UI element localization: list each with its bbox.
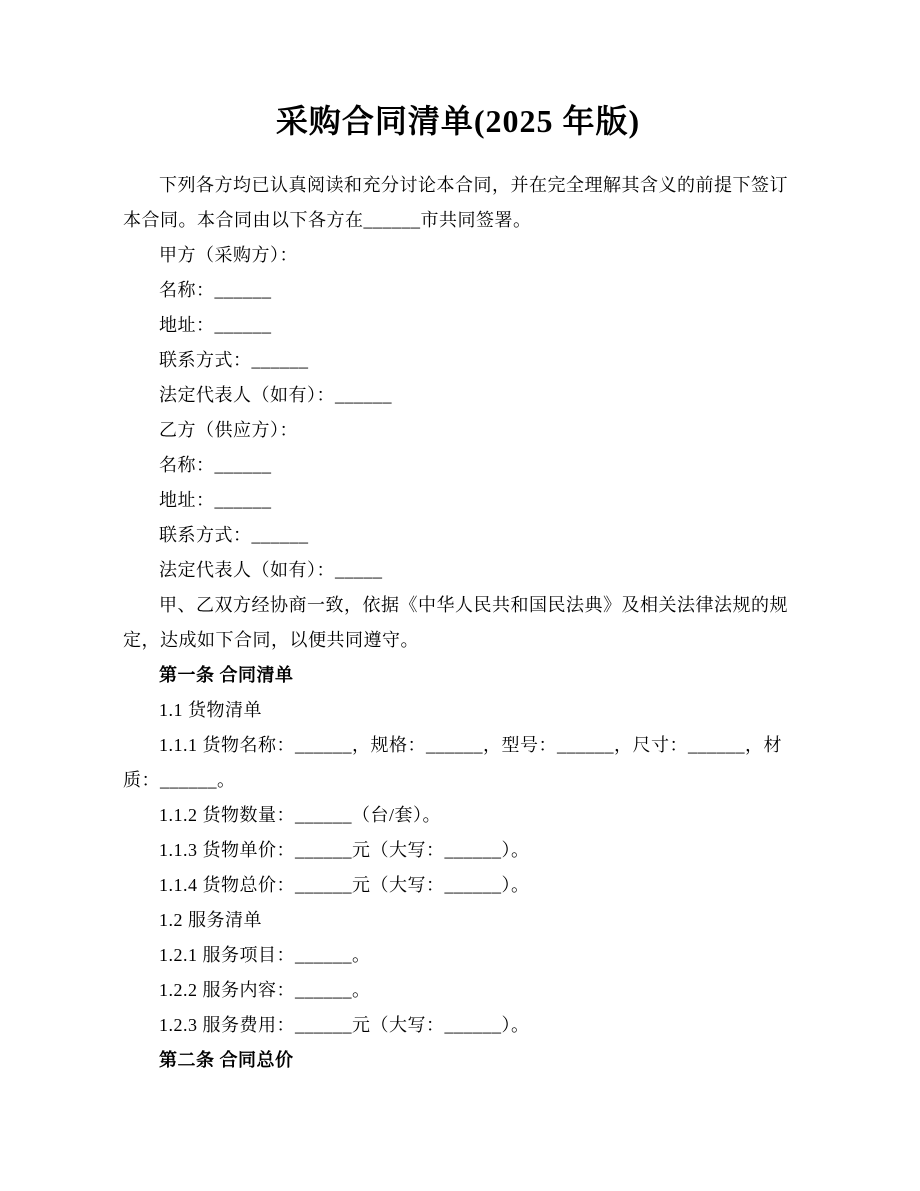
document-title: 采购合同清单(2025 年版) bbox=[275, 103, 641, 139]
document-body bbox=[123, 168, 793, 1078]
paragraph-line: 名称：______ bbox=[159, 280, 272, 300]
paragraph-line: 1.1.1 货物名称：______，规格：______，型号：______，尺寸：______，材质：______。 bbox=[123, 735, 782, 790]
paragraph-line: 联系方式：______ bbox=[159, 350, 309, 370]
paragraph-line: 乙方（供应方）： bbox=[159, 420, 298, 440]
paragraph-line: 1.1.2 货物数量：______（台/套）。 bbox=[159, 805, 441, 825]
paragraph-line: 1.2.3 服务费用：______元（大写：______）。 bbox=[159, 1015, 530, 1035]
paragraph-line: 甲方（采购方）： bbox=[159, 245, 298, 265]
section-heading: 第二条 合同总价 bbox=[159, 1050, 294, 1070]
paragraph-line: 名称：______ bbox=[159, 455, 272, 475]
paragraph-line: 地址：______ bbox=[159, 490, 272, 510]
paragraph-line: 1.1 货物清单 bbox=[159, 700, 262, 720]
paragraph-line: 法定代表人（如有）：_____ bbox=[159, 560, 383, 580]
paragraph-line: 甲、乙双方经协商一致，依据《中华人民共和国民法典》及相关法律法规的规定，达成如下合同，以便共同遵守。 bbox=[123, 595, 788, 650]
paragraph-line: 1.1.4 货物总价：______元（大写：______）。 bbox=[159, 875, 530, 895]
paragraph-line: 联系方式：______ bbox=[159, 525, 309, 545]
paragraph-line: 1.2.1 服务项目：______。 bbox=[159, 945, 371, 965]
section-heading: 第一条 合同清单 bbox=[159, 665, 294, 685]
paragraph-line: 1.2.2 服务内容：______。 bbox=[159, 980, 371, 1000]
paragraph-line: 1.1.3 货物单价：______元（大写：______）。 bbox=[159, 840, 530, 860]
paragraph-line: 1.2 服务清单 bbox=[159, 910, 262, 930]
paragraph-line: 法定代表人（如有）：______ bbox=[159, 385, 392, 405]
paragraph-line: 下列各方均已认真阅读和充分讨论本合同，并在完全理解其含义的前提下签订本合同。本合同由以下各方在______市共同签署。 bbox=[123, 175, 788, 230]
paragraph-line: 地址：______ bbox=[159, 315, 272, 335]
